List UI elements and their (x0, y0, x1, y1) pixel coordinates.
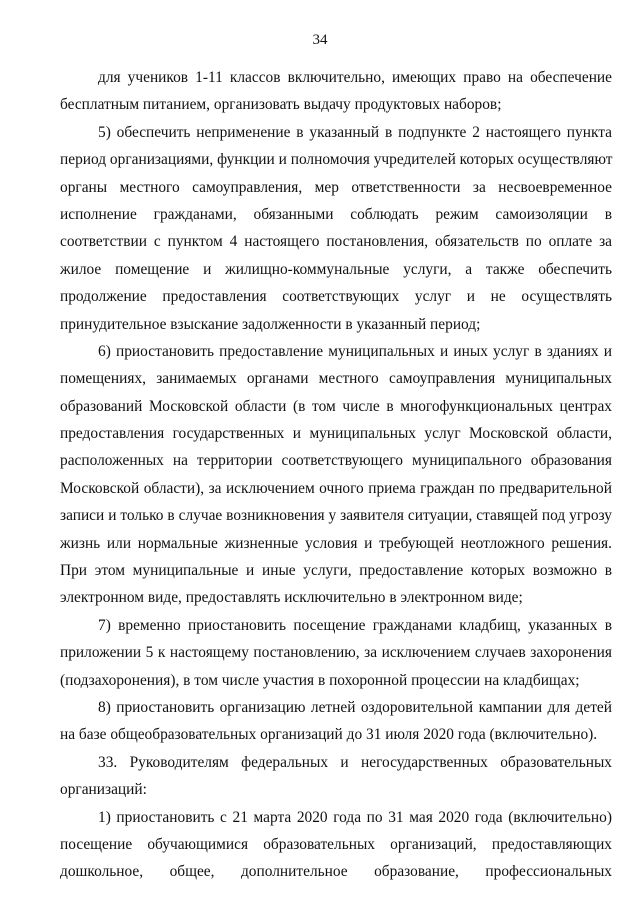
text-line: При этом муниципальные и иные услуги, предоставление которых возможно в (60, 562, 612, 580)
text-line: расположенных на территории соответствующего муниципального образования (60, 452, 612, 470)
text-line: жилое помещение и жилищно-коммунальные услуги, а также обеспечить (60, 260, 612, 278)
text-line: записи и только в случае возникновения у заявителя ситуации, ставящей под угрозу (60, 507, 612, 525)
text-line: предоставления государственных и муниципальных услуг Московской области, (60, 425, 612, 443)
paragraph-item-5 (60, 119, 612, 338)
text-line: 7) временно приостановить посещение гражданами кладбищ, указанных в (98, 616, 612, 634)
text-line: принудительное взыскание задолженности в указанный период; (60, 315, 481, 333)
paragraph-item-7 (60, 612, 612, 694)
text-line: 8) приостановить организацию летней оздоровительной кампании для детей (98, 698, 612, 716)
text-line: органы местного самоуправления, мер ответственности за несвоевременное (60, 178, 612, 196)
text-line: (подзахоронения), в том числе участия в похоронной процессии на кладбищах; (60, 671, 580, 689)
text-line: соответствии с пунктом 4 настоящего постановления, обязательств по оплате за (60, 233, 612, 251)
text-line: дошкольное, общее, дополнительное образование, профессиональных (60, 863, 612, 881)
text-line: 6) приостановить предоставление муниципальных и иных услуг в зданиях и (98, 342, 612, 360)
text-line: 1) приостановить с 21 марта 2020 года по 31 мая 2020 года (включительно) (98, 808, 612, 826)
text-line: 33. Руководителям федеральных и негосударственных образовательных (98, 753, 612, 771)
text-line: Московской области), за исключением очного приема граждан по предварительной (60, 479, 612, 497)
text-line: бесплатным питанием, организовать выдачу продуктовых наборов; (60, 96, 502, 114)
document-body (60, 64, 612, 886)
text-line: посещение обучающимися образовательных организаций, предоставляющих (60, 835, 612, 853)
text-line: продолжение предоставления соответствующих услуг и не осуществлять (60, 288, 612, 306)
paragraph-item-33-1 (60, 804, 612, 886)
text-line: жизнь или нормальные жизненные условия и требующей неотложного решения. (60, 534, 612, 552)
text-line: исполнение гражданами, обязанными соблюдать режим самоизоляции в (60, 205, 612, 223)
paragraph-continuation (60, 64, 612, 119)
page-number: 34 (312, 32, 328, 48)
text-line: приложении 5 к настоящему постановлению, за исключением случаев захоронения (60, 644, 612, 662)
text-line: для учеников 1-11 классов включительно, имеющих право на обеспечение (98, 69, 612, 86)
paragraph-item-6 (60, 338, 612, 612)
text-line: период организациями, функции и полномочия учредителей которых осуществляют (60, 151, 613, 169)
paragraph-item-8 (60, 694, 612, 749)
text-line: на базе общеобразовательных организаций до 31 июля 2020 года (включительно). (60, 726, 598, 744)
text-line: помещениях, занимаемых органами местного самоуправления муниципальных (60, 370, 612, 388)
text-line: 5) обеспечить неприменение в указанный в подпункте 2 настоящего пункта (98, 123, 612, 141)
paragraph-item-33 (60, 749, 612, 804)
text-line: образований Московской области (в том числе в многофункциональных центрах (60, 397, 612, 415)
text-line: электронном виде, предоставлять исключительно в электронном виде; (60, 589, 523, 607)
text-line: организаций: (60, 781, 147, 799)
